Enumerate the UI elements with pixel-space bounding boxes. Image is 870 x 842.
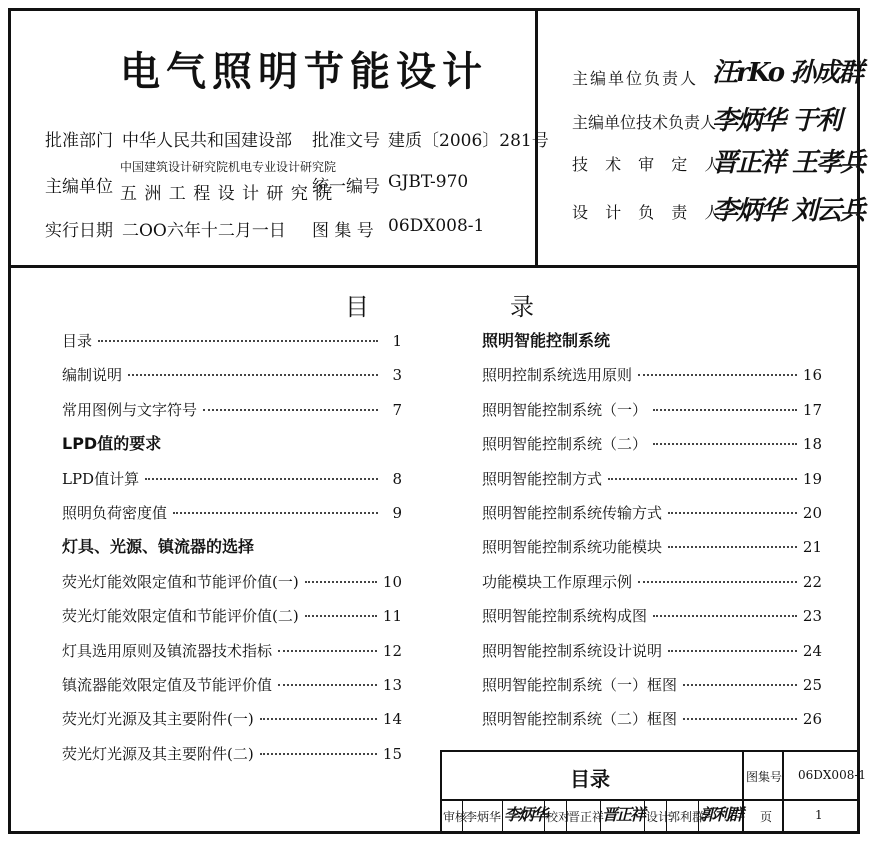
toc-entry-title: 照明智能控制系统设计说明 <box>482 641 663 660</box>
toc-entry-title: 照明智能控制系统功能模块 <box>482 538 663 557</box>
toc-entry-title: 照明智能控制系统（一） <box>482 400 648 419</box>
toc-entry-title: 镇流器能效限定值及节能评价值 <box>62 676 273 694</box>
toc-leader-dots <box>668 512 797 514</box>
signature: 郭利群 <box>700 805 743 824</box>
editor-unit-label: 主编单位 <box>45 177 113 197</box>
role-design-lead: 设 计 负 责 人 <box>572 203 727 222</box>
toc-section-heading: 灯具、光源、镇流器的选择 <box>62 537 255 557</box>
toc-leader-dots <box>278 684 377 686</box>
toc-entry-page: 14 <box>382 710 402 729</box>
toc-entry <box>62 743 402 765</box>
atlas-no: 06DX008-1 <box>388 216 485 236</box>
toc-entry <box>482 364 822 386</box>
signature: 孙成群 <box>790 58 863 88</box>
signature: 刘云兵 <box>792 196 865 226</box>
toc-leader-dots <box>203 409 378 411</box>
header-bottom-rule <box>8 265 860 268</box>
toc-entry-page: 16 <box>802 366 822 385</box>
toc-entry-page: 25 <box>802 676 822 694</box>
approval-dept: 中华人民共和国建设部 <box>122 131 292 151</box>
toc-leader-dots <box>638 581 797 583</box>
approval-doc: 建质〔2006〕281号 <box>388 131 549 151</box>
toc-entry-title: 照明智能控制系统（一）框图 <box>482 676 678 694</box>
tb-page-label: 页 <box>760 810 773 824</box>
toc-entry-title: 照明智能控制系统（二） <box>482 435 648 454</box>
toc-entry <box>62 399 402 421</box>
toc-entry <box>482 502 822 524</box>
toc-leader-dots <box>260 753 377 755</box>
toc-entry-page: 9 <box>392 504 402 522</box>
tb-atlas-no-label: 图集号 <box>746 770 783 784</box>
toc-entry-page: 22 <box>802 572 822 591</box>
toc-entry-title: 照明负荷密度值 <box>62 504 168 522</box>
tb-review-label: 审核 <box>443 810 468 824</box>
toc-leader-dots <box>260 718 377 720</box>
toc-entry-title: 荧光灯能效限定值和节能评价值(二) <box>62 607 299 626</box>
toc-entry-page: 12 <box>382 641 402 660</box>
toc-entry-page: 18 <box>802 435 822 454</box>
drawing-title: 目录 <box>570 767 610 791</box>
tb-designer: 郭利群 <box>668 810 705 824</box>
toc-entry-page: 17 <box>802 400 822 419</box>
toc-leader-dots <box>145 478 378 480</box>
toc-entry-page: 15 <box>382 744 402 763</box>
toc-entry-page: 26 <box>802 710 822 729</box>
toc-entry-title: 荧光灯光源及其主要附件(二) <box>62 744 254 763</box>
approval-dept-label: 批准部门 <box>45 131 113 151</box>
toc-entry-title: 功能模块工作原理示例 <box>482 572 633 591</box>
atlas-no-label: 图 集 号 <box>312 221 374 241</box>
toc-entry-title: LPD值计算 <box>62 469 140 488</box>
toc-leader-dots <box>98 340 378 342</box>
toc-entry-page: 11 <box>382 607 402 626</box>
toc-heading-right: 录 <box>510 293 536 321</box>
role-chief-tech: 主编单位技术负责人 <box>572 113 717 132</box>
toc-entry-title: 编制说明 <box>62 366 123 385</box>
toc-entry <box>62 708 402 730</box>
toc-entry-page: 7 <box>392 400 402 419</box>
toc-entry-page: 21 <box>802 538 822 557</box>
toc-entry <box>62 330 402 352</box>
signature: 王孝兵 <box>792 148 865 178</box>
toc-entry-page: 24 <box>802 641 822 660</box>
tb-reviewer: 李炳华 <box>465 810 502 824</box>
signature: 晋正祥 <box>602 805 645 824</box>
toc-entry-page: 10 <box>382 572 402 591</box>
signature: 于利 <box>792 106 841 136</box>
tb-design-label: 设计 <box>646 810 671 824</box>
toc-entry-page: 19 <box>802 469 822 488</box>
toc-entry-page: 20 <box>802 504 822 522</box>
signature: 李炳华 <box>712 106 785 136</box>
tb-check-label: 校对 <box>546 810 571 824</box>
approval-doc-label: 批准文号 <box>312 131 380 151</box>
tb-checker: 晋正祥 <box>568 810 605 824</box>
unified-no: GJBT-970 <box>388 172 469 192</box>
tb-atlas-no: 06DX008-1 <box>798 768 867 782</box>
toc-entry-title: 目录 <box>62 332 93 350</box>
toc-entry <box>482 674 822 696</box>
toc-entry-title: 荧光灯光源及其主要附件(一) <box>62 710 254 729</box>
unified-no-label: 统一编号 <box>312 177 380 197</box>
toc-entry-title: 常用图例与文字符号 <box>62 400 198 419</box>
toc-entry-page: 13 <box>382 676 402 694</box>
effective-date: 二OO六年十二月一日 <box>122 221 286 241</box>
toc-entry <box>62 640 402 662</box>
toc-entry-page: 3 <box>392 366 402 385</box>
atlas-title: 电气照明节能设计 <box>120 49 488 95</box>
toc-entry-title: 照明智能控制方式 <box>482 469 603 488</box>
toc-entry <box>62 571 402 593</box>
toc-entry <box>482 605 822 627</box>
toc-entry <box>482 468 822 490</box>
toc-leader-dots <box>668 650 797 652</box>
toc-leader-dots <box>173 512 378 514</box>
signature: 李炳华 <box>504 805 547 824</box>
toc-leader-dots <box>305 615 377 617</box>
toc-leader-dots <box>278 650 377 652</box>
toc-entry <box>482 708 822 730</box>
toc-entry <box>482 433 822 455</box>
toc-heading-left: 目 <box>345 293 371 321</box>
tb-page: 1 <box>815 808 823 822</box>
toc-leader-dots <box>305 581 377 583</box>
toc-entry-title: 灯具选用原则及镇流器技术指标 <box>62 641 273 660</box>
toc-entry <box>62 605 402 627</box>
toc-entry <box>482 399 822 421</box>
toc-leader-dots <box>653 409 797 411</box>
toc-leader-dots <box>683 684 797 686</box>
toc-entry <box>482 571 822 593</box>
toc-entry-page: 23 <box>802 607 822 626</box>
toc-leader-dots <box>653 615 797 617</box>
toc-entry <box>62 468 402 490</box>
role-chief-unit: 主编单位负责人 <box>572 69 699 88</box>
toc-entry-title: 照明智能控制系统传输方式 <box>482 504 663 522</box>
toc-section-heading: LPD值的要求 <box>62 434 162 454</box>
toc-entry <box>62 364 402 386</box>
toc-entry <box>62 502 402 524</box>
toc-entry <box>482 536 822 558</box>
signature: 李炳华 <box>712 196 785 226</box>
toc-entry-page: 8 <box>392 469 402 488</box>
effective-date-label: 实行日期 <box>45 221 113 241</box>
toc-entry <box>62 674 402 696</box>
role-tech-approver: 技 术 审 定 人 <box>572 155 727 174</box>
toc-entry-title: 照明控制系统选用原则 <box>482 366 633 385</box>
signature: 晋正祥 <box>712 148 785 178</box>
toc-leader-dots <box>638 374 797 376</box>
toc-entry-title: 照明智能控制系统（二）框图 <box>482 710 678 729</box>
toc-entry-title: 照明智能控制系统构成图 <box>482 607 648 626</box>
toc-leader-dots <box>653 443 797 445</box>
toc-leader-dots <box>608 478 797 480</box>
toc-leader-dots <box>668 546 797 548</box>
toc-entry-page: 1 <box>392 332 402 350</box>
signature: 汪rKo <box>712 58 784 88</box>
toc-entry <box>482 640 822 662</box>
editor-unit-line1: 中国建筑设计研究院机电专业设计研究院 <box>120 160 337 174</box>
editor-unit-line2: 五 洲 工 程 设 计 研 究 院 <box>120 184 334 204</box>
toc-section-heading: 照明智能控制系统 <box>482 331 611 350</box>
toc-leader-dots <box>683 718 797 720</box>
toc-leader-dots <box>128 374 378 376</box>
toc-entry-title: 荧光灯能效限定值和节能评价值(一) <box>62 572 299 591</box>
